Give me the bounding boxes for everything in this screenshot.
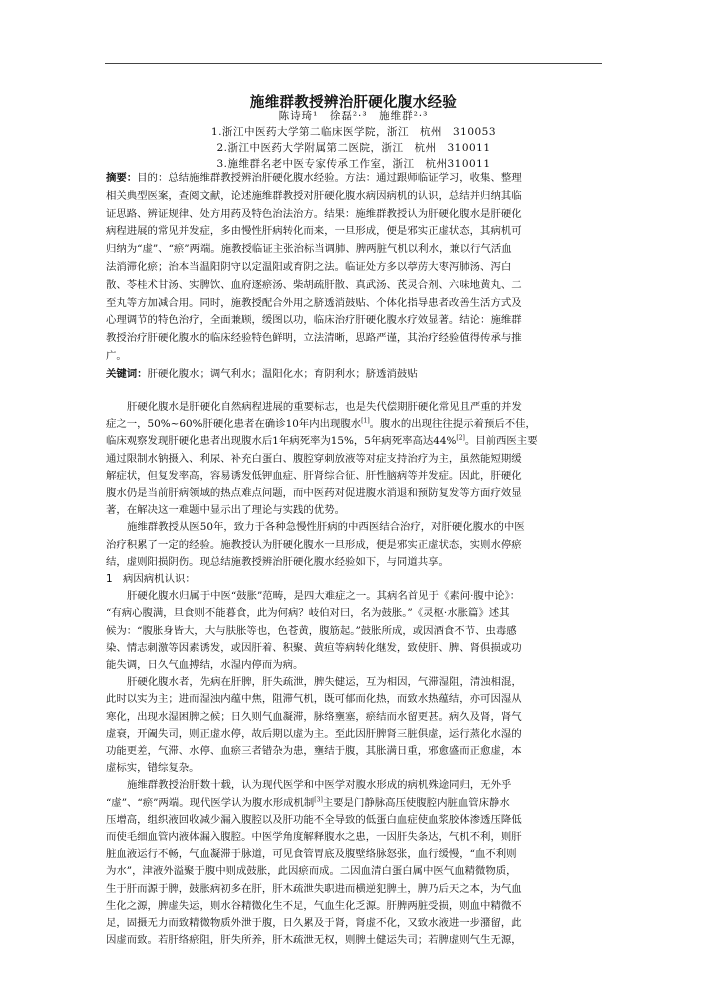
- keywords-text: 肝硬化腹水；调气利水；温阳化水；育阴利水；脐透消鼓贴: [147, 368, 418, 380]
- abstract-line: 散、苓桂术甘汤、实脾饮、血府逐瘀汤、柴胡疏肝散、真武汤、芪灵合剂、六味地黄丸、二: [106, 278, 522, 291]
- body-line: 压增高，组织液回收减少漏入腹腔以及肝功能不全导致的低蛋白血症使血浆胶体渗透压降低: [106, 813, 522, 826]
- abstract-line: 证思路、辨证规律、处方用药及特色治法治方。结果：施维群教授认为肝硬化腹水是肝硬化: [106, 207, 522, 220]
- body-line: 候为：“腹胀身皆大，大与肤胀等也，色苍黄，腹筋起。”鼓胀所成，或因酒食不节、虫毒感: [106, 624, 517, 637]
- body-line: 著，在解决这一难题中显示出了理论与实践的优势。: [106, 504, 345, 517]
- affiliation-1: 1.浙江中医药大学第二临床医学院，浙江 杭州 310053: [210, 126, 497, 138]
- body-line: 腹水仍是当前肝病领域的热点难点问题，而中医药对促进腹水消退和预防复发等方面疗效显: [106, 487, 522, 500]
- abstract-line: 归纳为“虚”、“瘀”两端。施教授临证主张治标当调肺、脾两脏气机以利水，兼以行气活血: [106, 243, 512, 256]
- body-line: 因虚而致。若肝络瘀阻，肝失所养，肝木疏泄无权，则脾土健运失司；若脾虚则气生无源，: [106, 934, 522, 947]
- author-list: 陈诗琦¹ 徐磊²·³ 施维群²·³: [278, 110, 429, 122]
- affiliation-2: 2.浙江中医药大学附属第二医院，浙江 杭州 310011: [216, 142, 491, 154]
- body-line: “有病心腹满，旦食则不能暮食，此为何病？岐伯对曰，名为鼓胀。”《灵枢·水胀篇》述其: [106, 607, 510, 620]
- body-line: 为水”，津液外溢聚于腹中则成鼓胀，此因瘀而成。二因血清白蛋白属中医气血精微物质，: [106, 865, 517, 878]
- body-line: 生于肝而源于脾，鼓胀病初多在肝，肝木疏泄失职进而横逆犯脾土，脾乃后天之本，为气血: [106, 882, 522, 895]
- body-line: 虚衰，开阖失司，则正虚水停，故后期以虚为主。至此因肝脾肾三脏俱虚，运行蒸化水湿的: [106, 727, 522, 740]
- abstract-line: 法消滞化瘀；治本当温阳阴守以定温阳或育阴之法。临证处方多以葶苈大枣泻肺汤、泻白: [106, 260, 512, 273]
- body-line: 肝硬化腹水归属于中医“鼓胀”范畴，是四大难症之一。其病名首见于《素问·腹中论》：: [127, 590, 521, 603]
- body-line: 通过限制水钠摄入、利尿、补充白蛋白、腹腔穿刺放液等对症支持治疗为主，虽然能短期缓: [106, 452, 522, 465]
- citation-ref: [2]: [456, 434, 465, 442]
- body-line: 足，固摄无力而致精微物质外泄于腹，日久累及于肾，肾虚不化，又致水液进一步潴留，此: [106, 917, 522, 930]
- body-line: 症之一，50%~60%肝硬化患者在确诊10年内出现腹水[1]。腹水的出现往往提示着预后不佳，: [106, 417, 536, 431]
- abstract-line: 摘要：目的：总结施维群教授辨治肝硬化腹水经验。方法：通过跟师临证学习，收集、整理: [106, 172, 522, 184]
- abstract-line: 相关典型医案，查阅文献，论述施维群教授对肝硬化腹水病因病机的认识，总结并归纳其临: [106, 189, 522, 202]
- abstract-line: 教授治疗肝硬化腹水的临床经验特色鲜明，立法清晰，思路严谨，其治疗经验值得传承与推: [106, 332, 522, 345]
- keywords-label: 关键词：: [106, 368, 148, 380]
- body-line: 临床观察发现肝硬化患者出现腹水后1年病死率为15%，5年病死率高达44%[2]。目前西医主要: [106, 434, 538, 448]
- body-line: 功能更差，气滞、水停、血瘀三者错杂为患，壅结于腹，其胀满日重，邪愈盛而正愈虚，本: [106, 745, 522, 758]
- abstract-label: 摘要：: [106, 172, 138, 184]
- body-line: 脏血液运行不畅，气血凝滞于脉道，可见食管胃底及腹壁络脉怒张，血行缓慢，“血不利则: [106, 848, 517, 861]
- abstract-line: 心理调节的特色治疗，全面兼顾，缓图以功，临床治疗肝硬化腹水疗效显著。结论：施维群: [106, 314, 522, 327]
- abstract: [106, 170, 603, 366]
- body-line: 而使毛细血管内液体漏入腹腔。中医学角度解释腹水之患，一因肝失条达，气机不利，则肝: [106, 831, 522, 844]
- body-line: 寒化，出现水湿困脾之候；日久则气血凝滞，脉络壅塞，瘀结而水留更甚。病久及肾，肾气: [106, 710, 522, 723]
- body-text: [106, 379, 603, 950]
- abstract-line: 广。: [106, 349, 127, 362]
- body-line: 肝硬化腹水者，先病在肝脾，肝失疏泄，脾失健运，互为相因，气滞湿阻，清浊相混，: [127, 676, 522, 689]
- body-line: 治疗积累了一定的经验。施教授认为肝硬化腹水一旦形成，便是邪实正虚状态，实则水停瘀: [106, 538, 522, 551]
- paper-title: 施维群教授辨治肝硬化腹水经验: [249, 95, 458, 111]
- body-line: 此时以实为主；进而湿浊内蕴中焦，阻滞气机，既可郁而化热，而致水热蕴结，亦可因湿从: [106, 693, 522, 706]
- body-line: 施维群教授从医50年，致力于各种急慢性肝病的中西医结合治疗，对肝硬化腹水的中医: [127, 521, 525, 534]
- body-line: 能失调，日久气血搏结，水湿内停而为病。: [106, 659, 304, 672]
- affiliation-3: 3.施维群名老中医专家传承工作室，浙江 杭州310011: [216, 158, 491, 170]
- body-line: “虚”、“瘀”两端。现代医学认为腹水形成机制[3]主要是门静脉高压使腹腔内脏血管床静水: [106, 796, 510, 809]
- header-rule: [105, 63, 602, 64]
- body-line: 施维群教授治肝数十载，认为现代医学和中医学对腹水形成的病机殊途同归，无外乎: [127, 779, 512, 792]
- body-line: 解症状，但复发率高，容易诱发低钾血症、肝肾综合征、肝性脑病等并发症。因此，肝硬化: [106, 469, 522, 482]
- body-line: 生化之源，脾虚失运，则水谷精微化生不足，气血生化乏源。肝脾两脏受损，则血中精微不: [106, 899, 522, 912]
- abstract-line: 至丸等方加减合用。同时，施教授配合外用之脐透消鼓贴、个体化指导患者改善生活方式及: [106, 296, 522, 309]
- citation-ref: [3]: [314, 796, 323, 804]
- citation-ref: [1]: [361, 417, 370, 425]
- body-line: 虚标实，错综复杂。: [106, 762, 200, 775]
- body-line: 结，虚则阳损阴伤。现总结施教授辨治肝硬化腹水经验如下，与同道共享。: [106, 555, 449, 568]
- body-line: 染、情志刺激等因素诱发，或因肝着、积聚、黄疸等病转化继发，致使肝、脾、肾俱损或功: [106, 641, 522, 654]
- section-heading: 1 病因病机认识：: [106, 573, 196, 586]
- abstract-line: 病程进展的常见并发症，多由慢性肝病转化而来，一旦形成，便是邪实正虚状态，其病机可: [106, 225, 522, 238]
- body-line: 肝硬化腹水是肝硬化自然病程进展的重要标志，也是失代偿期肝硬化常见且严重的并发: [127, 401, 522, 413]
